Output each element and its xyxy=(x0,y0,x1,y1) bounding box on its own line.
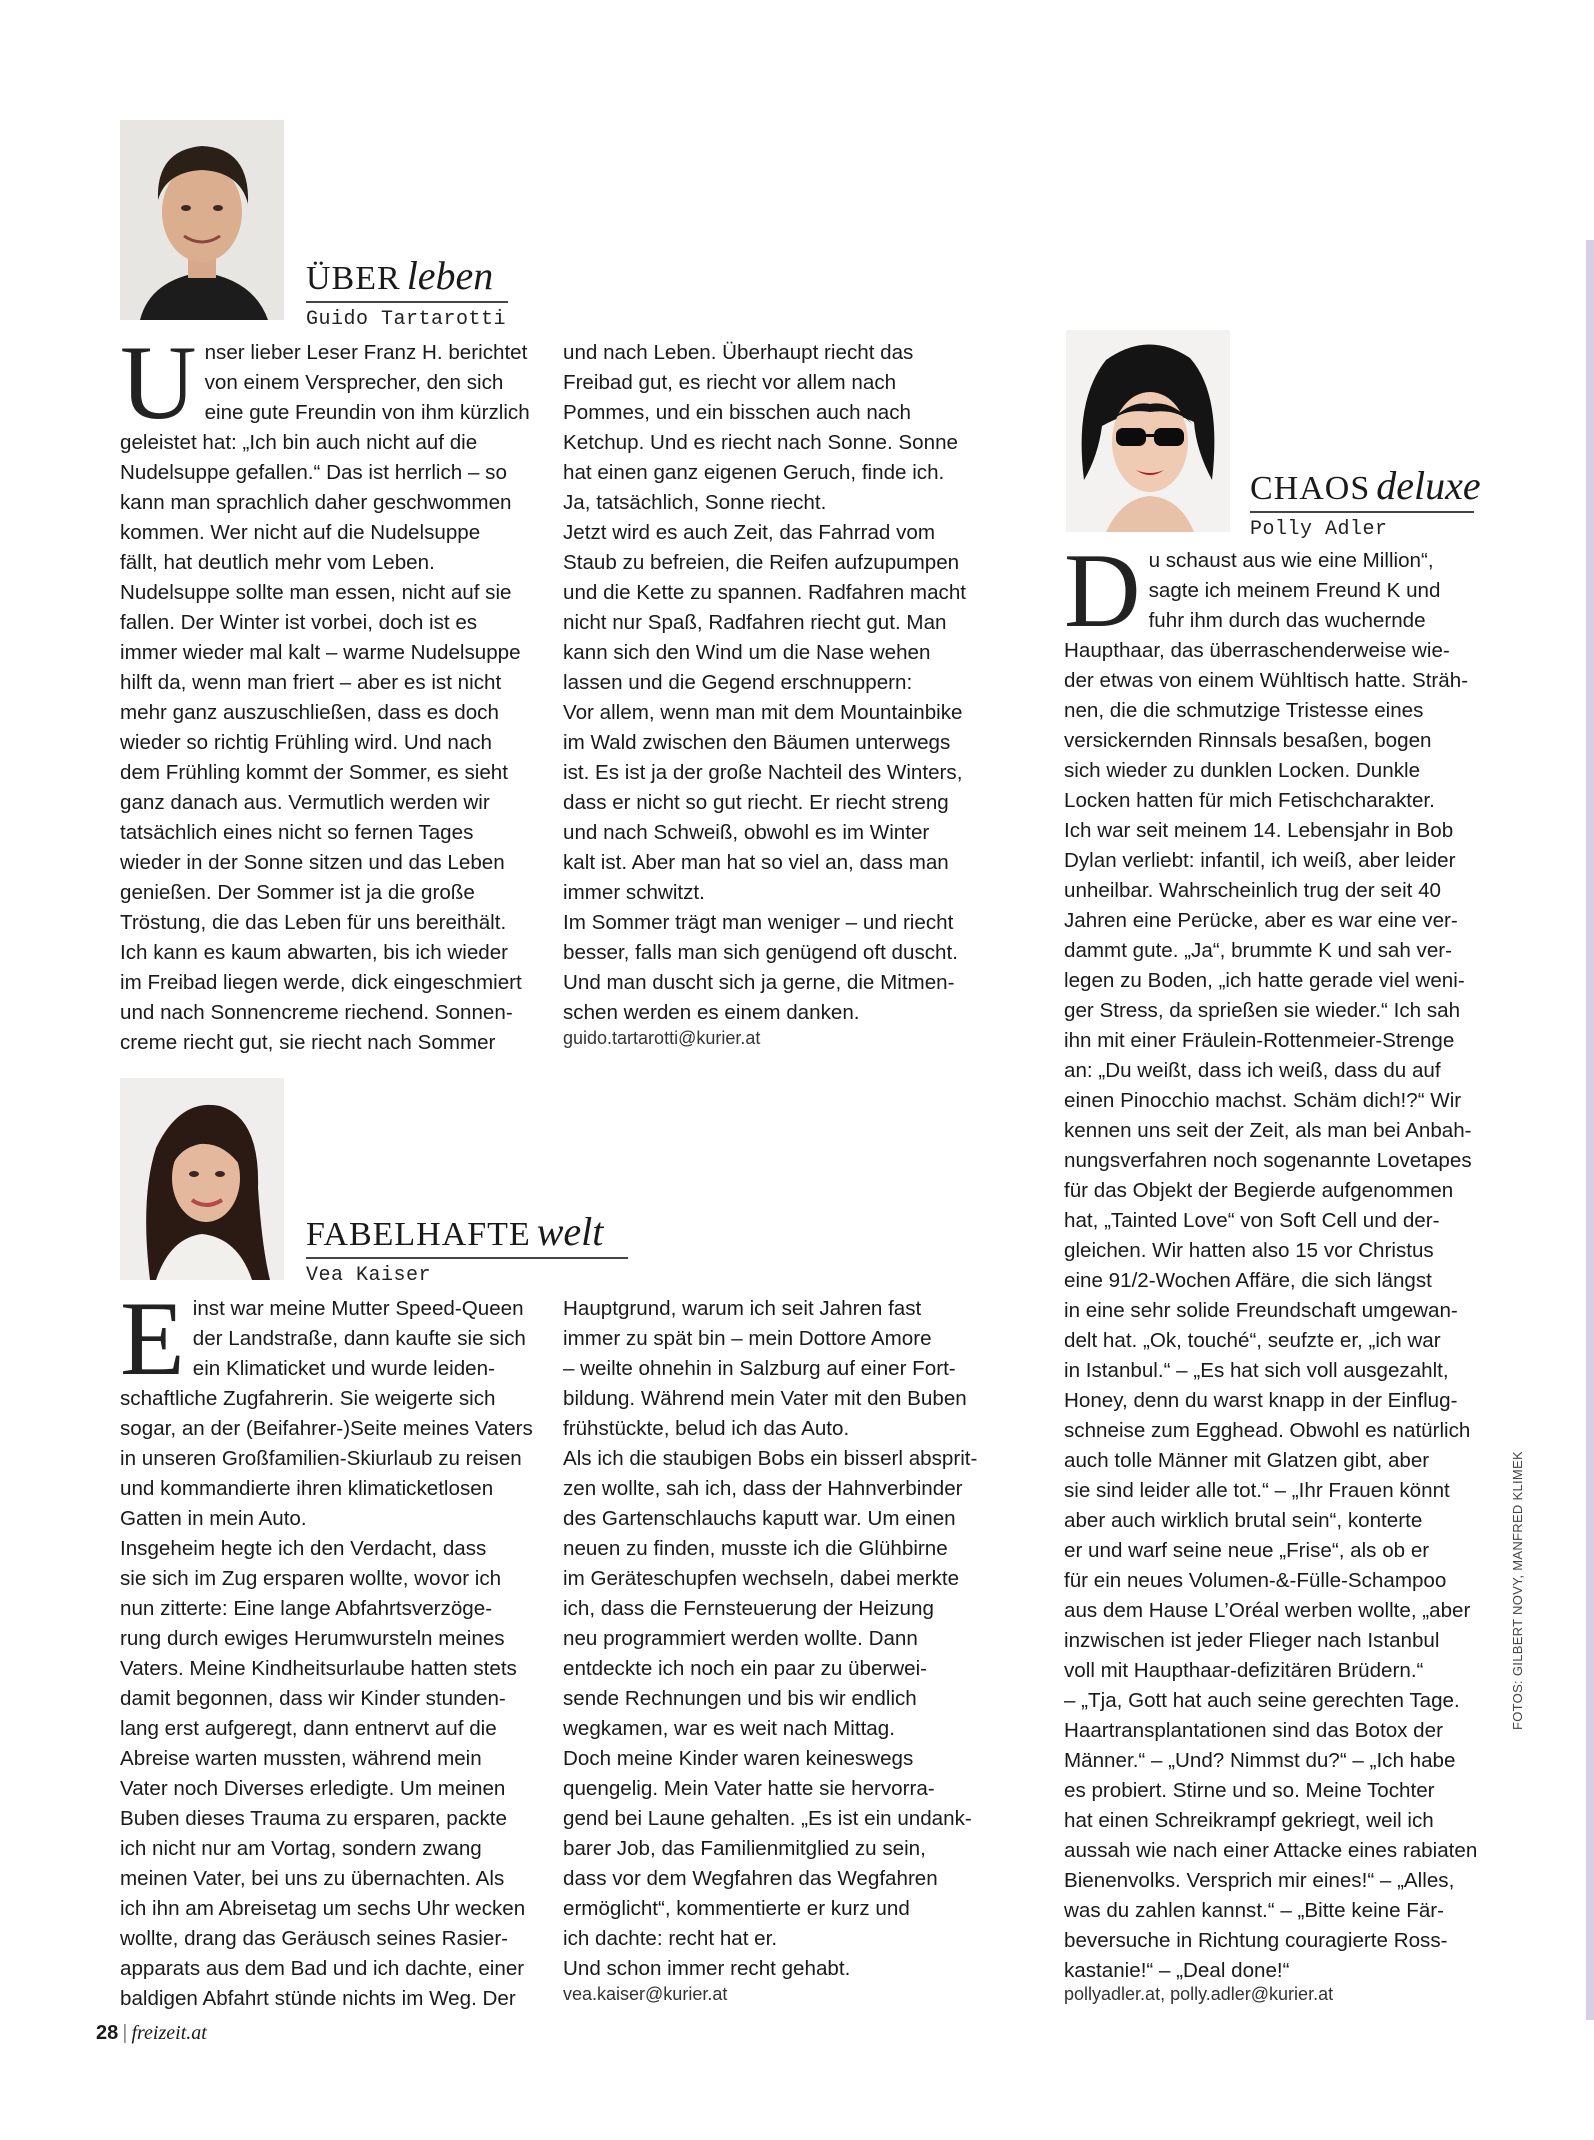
text-line: Männer.“ – „Und? Nimmst du?“ – „Ich habe xyxy=(1064,1749,1456,1772)
text-line: kann sich den Wind um die Nase wehen xyxy=(563,641,931,664)
text-line: kastanie!“ – „Deal done!“ xyxy=(1064,1959,1290,1982)
text-line: baldigen Abfahrt stünde nichts im Weg. Der xyxy=(120,1987,516,2010)
text-line: gend bei Laune gehalten. „Es ist ein undank- xyxy=(563,1807,972,1830)
text-line: Gatten in mein Auto. xyxy=(120,1507,307,1530)
text-line: nen, die die schmutzige Tristesse eines xyxy=(1064,699,1424,722)
author-email: pollyadler.at, polly.adler@kurier.at xyxy=(1064,1984,1334,2004)
text-line: kalt ist. Aber man hat so viel an, dass man xyxy=(563,851,949,874)
text-line: einen Pinocchio machst. Schäm dich!?“ Wir xyxy=(1064,1089,1462,1112)
column-header-fabelhafte-welt xyxy=(306,1209,628,1289)
dropcap: U xyxy=(120,324,197,441)
text-line: ger Stress, da sprießen sie wieder.“ Ich sah xyxy=(1064,999,1461,1022)
text-line: sie sich im Zug ersparen wollte, wovor ich xyxy=(120,1567,502,1590)
page-footer xyxy=(96,2022,207,2045)
text-line: dass vor dem Wegfahren das Wegfahren xyxy=(563,1867,938,1890)
text-line: Nudelsuppe gefallen.“ Das ist herrlich – so xyxy=(120,461,507,484)
text-line: immer schwitzt. xyxy=(563,881,705,904)
text-line: Dylan verliebt: infantil, ich weiß, aber leider xyxy=(1064,849,1456,872)
text-line: wegkamen, war es weit nach Mittag. xyxy=(563,1717,895,1740)
text-line: und nach Sonnencreme riechend. Sonnen- xyxy=(120,1001,513,1024)
text-line: in eine sehr solide Freundschaft umgewan- xyxy=(1064,1299,1458,1322)
column-title-rule xyxy=(306,301,508,303)
text-line: creme riecht gut, sie riecht nach Sommer xyxy=(120,1031,496,1054)
text-line: sie sind leider alle tot.“ – „Ihr Frauen könnt xyxy=(1064,1479,1450,1502)
text-line: ganz danach aus. Vermutlich werden wir xyxy=(120,791,490,814)
column-title-rule xyxy=(1250,511,1474,513)
text-line: Jetzt wird es auch Zeit, das Fahrrad vom xyxy=(563,521,935,544)
column-title-italic: welt xyxy=(536,1209,604,1254)
text-line: tatsächlich eines nicht so fernen Tages xyxy=(120,821,474,844)
text-line: Nudelsuppe sollte man essen, nicht auf sie xyxy=(120,581,512,604)
text-line: lang erst aufgeregt, dann entnervt auf die xyxy=(120,1717,497,1740)
text-line: schaftliche Zugfahrerin. Sie weigerte sich xyxy=(120,1387,496,1410)
text-line: wieder so richtig Frühling wird. Und nach xyxy=(120,731,492,754)
text-line: er und warf seine neue „Frise“, als ob er xyxy=(1064,1539,1430,1562)
text-line: gleichen. Wir hatten also 15 vor Christus xyxy=(1064,1239,1434,1262)
text-line: voll mit Haupthaar-defizitären Brüdern.“ xyxy=(1064,1659,1424,1682)
text-line: genießen. Der Sommer ist ja die große xyxy=(120,881,475,904)
text-line: sich wieder zu dunklen Locken. Dunkle xyxy=(1064,759,1421,782)
article-text-ueber-leben-col1 xyxy=(120,324,530,1058)
dropcap: D xyxy=(1064,532,1141,649)
text-line: ich dachte: recht hat er. xyxy=(563,1927,778,1950)
text-line: Als ich die staubigen Bobs ein bisserl absprit- xyxy=(563,1447,978,1470)
column-title-caps: CHAOS xyxy=(1250,470,1371,507)
column-title-caps: FABELHAFTE xyxy=(306,1216,531,1253)
text-line: und nach Schweiß, obwohl es im Winter xyxy=(563,821,930,844)
text-line: fallen. Der Winter ist vorbei, doch ist es xyxy=(120,611,478,634)
text-line: Buben dieses Trauma zu ersparen, packte xyxy=(120,1807,507,1830)
text-line: der etwas von einem Wühltisch hatte. Sträh- xyxy=(1064,669,1469,692)
text-line: – „Tja, Gott hat auch seine gerechten Tage. xyxy=(1064,1689,1460,1712)
text-line: auch tolle Männer mit Glatzen gibt, aber xyxy=(1064,1449,1430,1472)
text-line: Pommes, und ein bisschen auch nach xyxy=(563,401,912,424)
text-line: schen werden es einem danken. xyxy=(563,1001,860,1024)
text-line: kennen uns seit der Zeit, als man bei Anbah- xyxy=(1064,1119,1472,1142)
text-line: was du zahlen kannst.“ – „Bitte keine Fär- xyxy=(1064,1899,1445,1922)
text-line: für ein neues Volumen-&-Fülle-Schampoo xyxy=(1064,1569,1447,1592)
text-line: Abreise warten mussten, während mein xyxy=(120,1747,482,1770)
text-line: es probiert. Stirne und so. Meine Tochter xyxy=(1064,1779,1435,1802)
text-line: neuen zu finden, musste ich die Glühbirne xyxy=(563,1537,948,1560)
text-line: und die Kette zu spannen. Radfahren macht xyxy=(563,581,966,604)
text-line: hat einen ganz eigenen Geruch, finde ich. xyxy=(563,461,945,484)
page-edge-bar xyxy=(1586,240,1594,2020)
text-line: sagte ich meinem Freund K und xyxy=(1148,579,1441,602)
text-line: sende Rechnungen und bis wir endlich xyxy=(563,1687,917,1710)
text-line: in Istanbul.“ – „Es hat sich voll ausgezahlt, xyxy=(1064,1359,1449,1382)
article-text-fabelhafte-welt-col1 xyxy=(120,1280,533,2014)
text-line: legen zu Boden, „ich hatte gerade viel weni- xyxy=(1064,969,1465,992)
text-line: für das Objekt der Begierde aufgenommen xyxy=(1064,1179,1454,1202)
text-line: unheilbar. Wahrscheinlich trug der seit 40 xyxy=(1064,879,1441,902)
author-photo-vea-kaiser xyxy=(120,1078,284,1280)
text-line: des Gartenschlauchs kaputt war. Um einen xyxy=(563,1507,956,1530)
text-line: Freibad gut, es riecht vor allem nach xyxy=(563,371,897,394)
author-photo-guido-tartarotti xyxy=(120,120,284,320)
text-line: Vater noch Diverses erledigte. Um meinen xyxy=(120,1777,506,1800)
column-title xyxy=(306,253,508,299)
text-line: nungsverfahren noch sogenannte Lovetapes xyxy=(1064,1149,1472,1172)
text-line: Ich war seit meinem 14. Lebensjahr in Bob xyxy=(1064,819,1454,842)
column-header-ueber-leben xyxy=(306,253,508,333)
text-line: Doch meine Kinder waren keineswegs xyxy=(563,1747,914,1770)
footer-separator: | xyxy=(122,2022,128,2044)
text-line: fällt, hat deutlich mehr vom Leben. xyxy=(120,551,435,574)
text-line: rung durch ewiges Herumwursteln meines xyxy=(120,1627,505,1650)
text-line: inst war meine Mutter Speed-Queen xyxy=(192,1297,524,1320)
text-line: im Wald zwischen den Bäumen unterwegs xyxy=(563,731,951,754)
text-line: barer Job, das Familienmitglied zu sein, xyxy=(563,1837,926,1860)
article-text-chaos-deluxe xyxy=(1064,532,1484,1986)
text-line: und nach Leben. Überhaupt riecht das xyxy=(563,341,914,364)
text-line: versickernden Rinnsals besaßen, bogen xyxy=(1064,729,1432,752)
text-line: besser, falls man sich genügend oft duscht. xyxy=(563,941,958,964)
text-line: hilft da, wenn man friert – aber es ist nicht xyxy=(120,671,502,694)
text-line: inzwischen ist jeder Flieger nach Istanbul xyxy=(1064,1629,1440,1652)
text-line: nicht nur Spaß, Radfahren riecht gut. Man xyxy=(563,611,947,634)
author-email: guido.tartarotti@kurier.at xyxy=(563,1028,761,1048)
text-line: aussah wie nach einer Attacke eines rabiaten xyxy=(1064,1839,1478,1862)
text-line: Im Sommer trägt man weniger – und riecht xyxy=(563,911,954,934)
text-line: Haartransplantationen sind das Botox der xyxy=(1064,1719,1443,1742)
text-line: immer zu spät bin – mein Dottore Amore xyxy=(563,1327,932,1350)
text-line: beversuche in Richtung couragierte Ross- xyxy=(1064,1929,1448,1952)
text-line: Und schon immer recht gehabt. xyxy=(563,1957,851,1980)
text-line: kann man sprachlich daher geschwommen xyxy=(120,491,512,514)
text-line: Vor allem, wenn man mit dem Mountainbike xyxy=(563,701,963,724)
text-line: dammt gute. „Ja“, brummte K und sah ver- xyxy=(1064,939,1452,962)
text-line: wieder in der Sonne sitzen und das Leben xyxy=(120,851,505,874)
text-line: ermöglicht“, kommentierte er kurz und xyxy=(563,1897,910,1920)
text-line: dass er nicht so gut riecht. Er riecht streng xyxy=(563,791,949,814)
text-line: apparats aus dem Bad und ich dachte, einer xyxy=(120,1957,525,1980)
text-line: eine 91/2-Wochen Affäre, die sich längst xyxy=(1064,1269,1432,1292)
text-line: Jahren eine Perücke, aber es war eine ver- xyxy=(1064,909,1458,932)
text-line: frühstückte, belud ich das Auto. xyxy=(563,1417,850,1440)
column-title-italic: leben xyxy=(406,253,494,298)
text-line: Honey, denn du warst knapp in der Einflug- xyxy=(1064,1389,1458,1412)
text-line: Ich kann es kaum abwarten, bis ich wieder xyxy=(120,941,509,964)
brand-name: freizeit.at xyxy=(131,2022,207,2044)
text-line: Ja, tatsächlich, Sonne riecht. xyxy=(563,491,827,514)
text-line: meinen Vater, bei uns zu übernachten. Als xyxy=(120,1867,505,1890)
text-line: eine gute Freundin von ihm kürzlich xyxy=(204,401,530,424)
text-line: im Freibad liegen werde, dick eingeschmiert xyxy=(120,971,522,994)
text-line: Ketchup. Und es riecht nach Sonne. Sonne xyxy=(563,431,958,454)
text-line: quengelig. Mein Vater hatte sie hervorra- xyxy=(563,1777,935,1800)
author-name: Polly Adler xyxy=(1250,518,1388,541)
text-line: entdeckte ich noch ein paar zu überwei- xyxy=(563,1657,928,1680)
article-text-ueber-leben-col2 xyxy=(563,338,983,1028)
text-line: Staub zu befreien, die Reifen aufzupumpen xyxy=(563,551,960,574)
text-line: ist. Es ist ja der große Nachteil des Winters, xyxy=(563,761,963,784)
text-line: bildung. Während mein Vater mit den Buben xyxy=(563,1387,967,1410)
text-line: delt hat. „Ok, touché“, seufzte er, „ich war xyxy=(1064,1329,1441,1352)
article-text-fabelhafte-welt-col2 xyxy=(563,1294,983,1984)
text-line: nun zitterte: Eine lange Abfahrtsverzöge- xyxy=(120,1597,493,1620)
text-line: hat, „Tainted Love“ von Soft Cell und der- xyxy=(1064,1209,1440,1232)
text-line: und kommandierte ihren klimaticketlosen xyxy=(120,1477,494,1500)
text-line: schneise zum Egghead. Obwohl es natürlich xyxy=(1064,1419,1471,1442)
column-header-chaos-deluxe xyxy=(1250,463,1481,543)
text-line: ich nicht nur am Vortag, sondern zwang xyxy=(120,1837,482,1860)
text-line: fuhr ihm durch das wuchernde xyxy=(1148,609,1426,632)
text-line: ihn mit einer Fräulein-Rottenmeier-Strenge xyxy=(1064,1029,1455,1052)
text-line: Tröstung, die das Leben für uns bereithält. xyxy=(120,911,507,934)
column-title-italic: deluxe xyxy=(1376,463,1481,508)
column-title-rule xyxy=(306,1257,628,1259)
page-number: 28 xyxy=(96,2022,119,2044)
dropcap: E xyxy=(120,1280,185,1397)
text-line: ich, dass die Fernsteuerung der Heizung xyxy=(563,1597,934,1620)
text-line: Insgeheim hegte ich den Verdacht, dass xyxy=(120,1537,487,1560)
text-line: sogar, an der (Beifahrer-)Seite meines Vaters xyxy=(120,1417,533,1440)
text-line: mehr ganz auszuschließen, dass es doch xyxy=(120,701,499,724)
text-line: aber auch wirklich brutal sein“, konterte xyxy=(1064,1509,1423,1532)
text-line: ein Klimaticket und wurde leiden- xyxy=(192,1357,495,1380)
text-line: damit begonnen, dass wir Kinder stunden- xyxy=(120,1687,506,1710)
text-line: Hauptgrund, warum ich seit Jahren fast xyxy=(563,1297,922,1320)
text-line: neu programmiert werden wollte. Dann xyxy=(563,1627,918,1650)
column-title xyxy=(306,1209,628,1255)
author-name: Guido Tartarotti xyxy=(306,308,507,331)
text-line: Locken hatten für mich Fetischcharakter. xyxy=(1064,789,1435,812)
text-line: zen wollte, sah ich, dass der Hahnverbinder xyxy=(563,1477,963,1500)
text-line: wollte, drang das Geräusch seines Rasier- xyxy=(120,1927,509,1950)
text-line: Haupthaar, das überraschenderweise wie- xyxy=(1064,639,1450,662)
text-line: aus dem Hause L’Oréal werben wollte, „aber xyxy=(1064,1599,1471,1622)
text-line: geleistet hat: „Ich bin auch nicht auf die xyxy=(120,431,478,454)
text-line: kommen. Wer nicht auf die Nudelsuppe xyxy=(120,521,481,544)
author-name: Vea Kaiser xyxy=(306,1264,432,1287)
column-title-caps: ÜBER xyxy=(306,260,401,297)
text-line: dem Frühling kommt der Sommer, es sieht xyxy=(120,761,508,784)
text-line: lassen und die Gegend erschnuppern: xyxy=(563,671,913,694)
photo-credit: FOTOS: GILBERT NOVY, MANFRED KLIMEK xyxy=(1510,1451,1525,1730)
text-line: von einem Versprecher, den sich xyxy=(204,371,504,394)
column-title xyxy=(1250,463,1481,509)
text-line: Und man duscht sich ja gerne, die Mitmen- xyxy=(563,971,955,994)
text-line: an: „Du weißt, dass ich weiß, dass du auf xyxy=(1064,1059,1441,1082)
text-line: immer wieder mal kalt – warme Nudelsuppe xyxy=(120,641,521,664)
text-line: Bienenvolks. Versprich mir eines!“ – „Alles, xyxy=(1064,1869,1455,1892)
text-line: ich ihn am Abreisetag um sechs Uhr wecken xyxy=(120,1897,526,1920)
text-line: der Landstraße, dann kaufte sie sich xyxy=(192,1327,526,1350)
text-line: im Geräteschupfen wechseln, dabei merkte xyxy=(563,1567,960,1590)
author-photo-polly-adler xyxy=(1066,330,1230,532)
author-email: vea.kaiser@kurier.at xyxy=(563,1984,728,2004)
text-line: nser lieber Leser Franz H. berichtet xyxy=(204,341,528,364)
text-line: Vaters. Meine Kindheitsurlaube hatten stets xyxy=(120,1657,517,1680)
text-line: hat einen Schreikrampf gekriegt, weil ich xyxy=(1064,1809,1434,1832)
text-line: – weilte ohnehin in Salzburg auf einer Fort- xyxy=(563,1357,956,1380)
text-line: in unseren Großfamilien-Skiurlaub zu reisen xyxy=(120,1447,522,1470)
text-line: u schaust aus wie eine Million“, xyxy=(1148,549,1434,572)
